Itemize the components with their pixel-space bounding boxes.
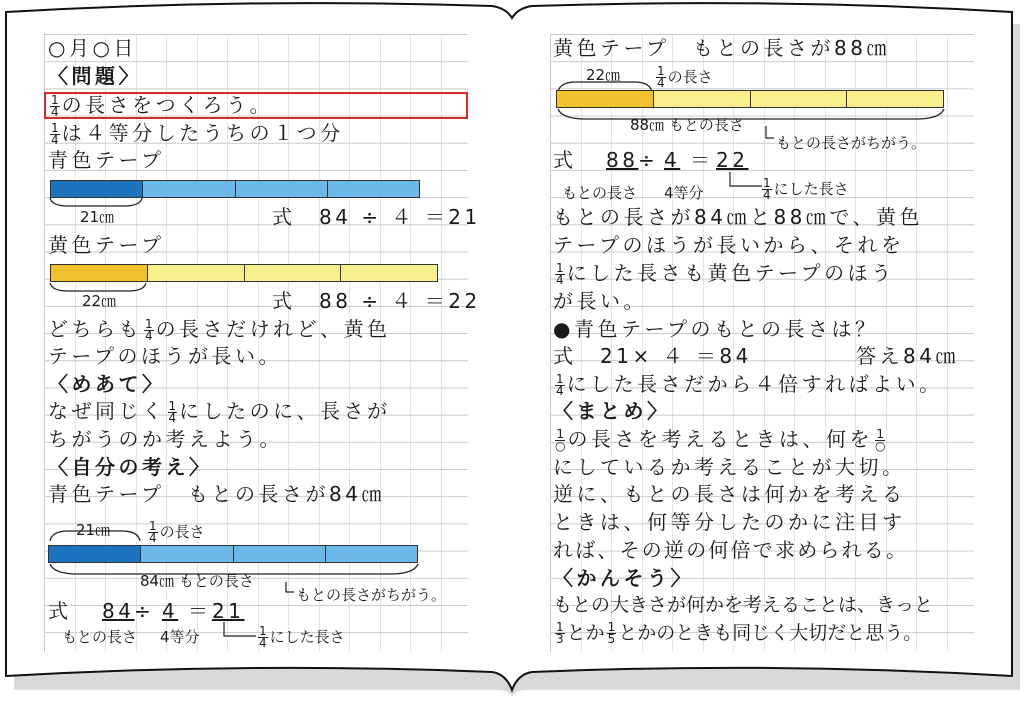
blue-formula: 式 84 ÷ ４ ＝21 xyxy=(272,205,481,229)
brace-icon xyxy=(556,107,948,129)
problem-heading: 〈問題〉 xyxy=(48,64,142,88)
yellow-tape-bar xyxy=(50,264,438,282)
right-eq-dividend: 88 xyxy=(606,148,639,172)
summary-heading: 〈まとめ〉 xyxy=(553,399,671,423)
equation-result: 21 xyxy=(212,599,245,623)
aim-heading: 〈めあて〉 xyxy=(48,372,166,396)
diagram-whole-length: 84㎝ もとの長さ xyxy=(140,572,254,590)
right-annotation-quarter: $\frac{1}{4}$ にした長さ xyxy=(763,176,849,202)
summary-line-2: にしているか考えることが大切。 xyxy=(553,455,906,479)
both-line-2: テープのほうが長い。 xyxy=(48,344,282,368)
equation-divide: ÷ xyxy=(134,599,155,623)
right-quarter-label: $\frac{1}{4}$ の長さ xyxy=(657,64,713,90)
reason-line-3: $\frac{1}{4}$ にした長さも黄色テープのほう xyxy=(556,261,895,287)
diagram-piece-length: 21㎝ xyxy=(76,521,111,539)
yellow-piece-length: 22㎝ xyxy=(82,292,117,310)
pointer-line-icon xyxy=(284,582,296,602)
right-differ-note: もとの長さがちがう。 xyxy=(776,134,927,152)
date-label: ○月○日 xyxy=(48,36,137,60)
quarter-explanation: $\frac{1}{4}$ は４等分したうちの１つ分 xyxy=(51,121,344,147)
summary-line-4: ときは、何等分したのかに注目す xyxy=(553,510,906,534)
diagram-differ-note: もとの長さがちがう。 xyxy=(296,586,447,604)
right-eq-label: 式 xyxy=(553,148,577,172)
right-whole-length: 88㎝ もとの長さ xyxy=(630,116,744,134)
yellow-tape-label: 黄色テープ xyxy=(48,233,165,257)
own-thought-heading: 〈自分の考え〉 xyxy=(48,455,213,479)
aim-line-1: なぜ同じく $\frac{1}{4}$ にしたのに、長さが xyxy=(48,399,391,425)
impression-heading: 〈かんそう〉 xyxy=(553,566,694,590)
annotation-split: 4等分 xyxy=(160,628,200,646)
question-line: ●青色テープのもとの長さは？ xyxy=(553,317,879,341)
aim-line-2: ちがうのか考えよう。 xyxy=(48,427,283,451)
reason-line-1: もとの長さが84㎝と88㎝で、黄色 xyxy=(553,205,923,229)
equation-equals: ＝ xyxy=(188,599,212,623)
summary-line-1: $\frac{1}{○}$ の長さを考えるときは、何を $\frac{1}{○}$ xyxy=(555,427,886,453)
reason-line-4: が長い。 xyxy=(553,289,647,313)
tape-segment-quarter xyxy=(51,181,143,197)
blue-piece-length: 21㎝ xyxy=(80,208,115,226)
impression-line-1: もとの大きさが何かを考えることは、きっと xyxy=(553,594,934,616)
impression-line-2: $\frac{1}{3}$ とか $\frac{1}{5}$ とかのときも同じく大切だと思う。 xyxy=(556,620,923,646)
problem-text: $\frac{1}{4}$ の長さをつくろう。 xyxy=(51,93,274,119)
reason-line-2: テープのほうが長いから、それを xyxy=(553,233,905,257)
pointer-line-icon xyxy=(764,126,776,146)
annotation-quarter: $\frac{1}{4}$ にした長さ xyxy=(259,624,345,650)
equation-dividend: 84 xyxy=(102,599,135,623)
right-annotation-split: 4等分 xyxy=(664,184,704,202)
equation-divisor: 4 xyxy=(162,599,179,623)
diagram-quarter-label: $\frac{1}{4}$ の長さ xyxy=(149,519,205,545)
right-eq-divide: ÷ xyxy=(638,148,659,172)
times-line: $\frac{1}{4}$ にした長さだから４倍すればよい。 xyxy=(556,372,943,398)
summary-line-3: 逆に、もとの長さは何かを考える xyxy=(553,482,906,506)
right-eq-divisor: 4 xyxy=(664,148,681,172)
annotation-original: もとの長さ xyxy=(62,628,138,646)
blue-diagram-bar xyxy=(48,545,418,563)
summary-line-5: れば、その逆の何倍で求められる。 xyxy=(553,538,909,562)
right-annotation-original: もとの長さ xyxy=(562,184,638,202)
right-piece-length: 22㎝ xyxy=(586,66,621,84)
question-formula: 式 21× ４ ＝84 xyxy=(553,344,752,368)
yellow-formula: 式 88 ÷ ４ ＝22 xyxy=(272,289,481,313)
question-answer: 答え84㎝ xyxy=(856,344,959,368)
equation-label: 式 xyxy=(48,599,72,623)
fraction: $\frac{1}{4}$ xyxy=(51,93,59,119)
blue-tape-label: 青色テープ xyxy=(48,148,165,172)
tape-segment-quarter xyxy=(51,265,148,281)
pointer-line-icon xyxy=(220,622,260,640)
own-blue-line: 青色テープ もとの長さが84㎝ xyxy=(48,482,385,506)
both-line-1: どちらも $\frac{1}{4}$ の長さだけれど、黄色 xyxy=(48,317,391,343)
right-eq-result: 22 xyxy=(716,148,749,172)
right-yellow-line: 黄色テープ もとの長さが88㎝ xyxy=(553,36,890,60)
right-eq-equals: ＝ xyxy=(690,148,714,172)
yellow-diagram-bar xyxy=(556,90,944,108)
